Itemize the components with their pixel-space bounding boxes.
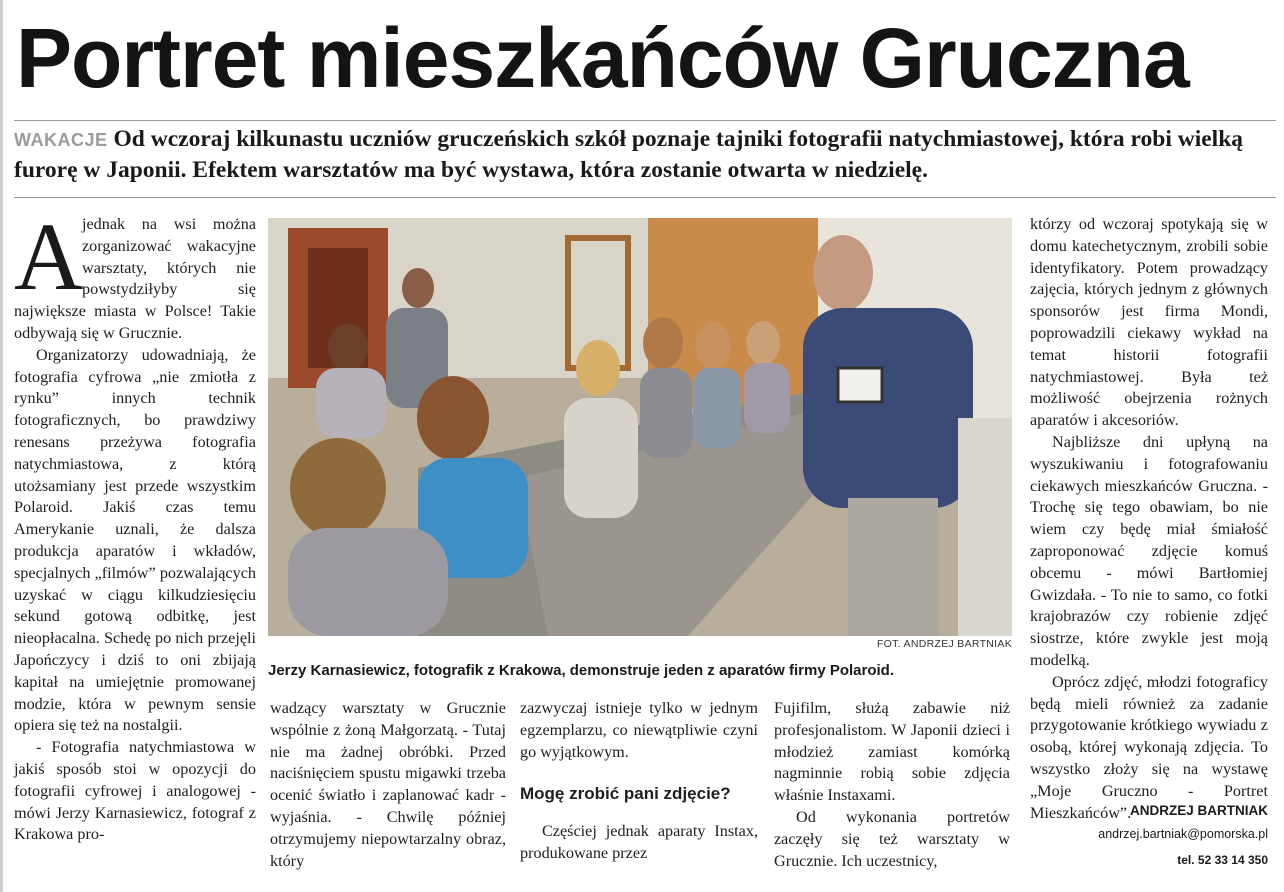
photo-credit: FOT. ANDRZEJ BARTNIAK bbox=[876, 638, 1012, 650]
body-paragraph: Organizatorzy udowadniają, że fotografia cyfrowa „nie zmiotła z rynku” innych technik fotograficznych, bo prawdziwy renesans przeżywa fotografia natychmiastowa, z którą utożsamiany jest przede wszystkim Polaroid. Jakiś czas temu Amerykanie uznali, że dalsza produkcja aparatów i wkładów, specjalnych „filmów” pozwalających uzyskać w ciągu kilkudziesięciu sekund gotową odbitkę, jest nieopłacalna. Schedę po nich przejęli Japończycy i dziś to oni zbijają kapitał na umiejętnie promowanej modzie, która w pewnym sensie opiera się też na nostalgii. bbox=[14, 345, 256, 735]
photo-caption: Jerzy Karnasiewicz, fotografik z Krakowa, demonstruje jeden z aparatów firmy Polaroid. bbox=[268, 662, 895, 679]
lead-paragraph bbox=[14, 124, 1276, 192]
column-3 bbox=[520, 698, 758, 886]
drop-cap: A bbox=[14, 203, 84, 310]
photo-illustration bbox=[268, 218, 1012, 636]
lead-text: Od wczoraj kilkunastu uczniów gruczeńskich szkół poznaje tajniki fotografii natychmiastowej, która robi wielką furorę w Japonii. Efektem warsztatów ma być wystawa, która zostanie otwarta w niedzielę. bbox=[14, 126, 1244, 183]
author-name: ANDRZEJ BARTNIAK bbox=[1130, 803, 1268, 818]
body-paragraph: zazwyczaj istnieje tylko w jednym egzemplarzu, co niewątpliwie czyni go wyjątkowym. bbox=[520, 699, 758, 761]
article-photo bbox=[268, 218, 1012, 636]
headline: Portret mieszkańców Gruczna bbox=[16, 11, 1189, 105]
body-paragraph: Oprócz zdjęć, młodzi fotograficy będą mieli również za zadanie przygotowanie krótkiego wywiadu z osobą, której wykonają zdjęcia. To wszystko złoży się na wystawę „Moje Gruczno - Portret Mieszkańców”. bbox=[1030, 672, 1268, 822]
page-edge bbox=[0, 0, 3, 892]
body-paragraph: którzy od wczoraj spotykają się w domu katechetycznym, zrobili sobie identyfikatory. Potem prowadzący zajęcia, których jednym z głównych sponsorów jest firma Mondi, poprowadzili ciekawy wykład na temat historii fotografii natychmiastowej. Była też możliwość obejrzenia rożnych aparatów i akcesoriów. bbox=[1030, 215, 1268, 430]
headline-rule bbox=[14, 120, 1276, 121]
kicker: WAKACJE bbox=[14, 130, 108, 150]
body-paragraph: - Fotografia natychmiastowa w jakiś sposób stoi w opozycji do fotografii cyfrowej i analogowej - mówi Jerzy Karnasiewicz, fotograf z Krakowa pro- bbox=[14, 738, 256, 844]
body-paragraph: jednak na wsi można zorganizować wakacyjne warsztaty, których nie powstydziłyby się największe miasta w Polsce! Takie odbywają się w Grucznie. bbox=[14, 215, 256, 342]
body-paragraph: wadzący warsztaty w Grucznie wspólnie z żoną Małgorzatą. - Tutaj nie ma żadnej obróbki. Przed naciśnięciem spustu migawki trzeba ocenić światło i zaplanować kadr - wyjaśnia. - Chwilę później otrzymujemy niepowtarzalny obraz, który bbox=[270, 699, 506, 870]
body-paragraph: Częściej jednak aparaty Instax, produkowane przez bbox=[520, 822, 758, 863]
column-2 bbox=[270, 698, 506, 886]
column-1 bbox=[14, 203, 256, 886]
lead-rule bbox=[14, 197, 1276, 198]
column-4 bbox=[774, 698, 1010, 886]
subheading: Mogę zrobić pani zdjęcie? bbox=[520, 784, 731, 804]
signature-block bbox=[1030, 802, 1268, 870]
body-paragraph: Najbliższe dni upłyną na wyszukiwaniu i fotografowaniu ciekawych mieszkańców Gruczna. - Trochę się tego obawiam, bo nie wiem czy będę miał śmiałość zaproponować zdjęcie komuś obcemu - mówi Bartłomiej Gwizdała. - To nie to samo, co fotki krajobrazów czy robienie zdjęć siostrze, które zwykle jest moją modelką. bbox=[1030, 432, 1268, 669]
body-paragraph: Od wykonania portretów zaczęły się też warsztaty w Grucznie. Ich uczestnicy, bbox=[774, 807, 1010, 870]
author-email: andrzej.bartniak@pomorska.pl bbox=[1098, 827, 1268, 841]
author-phone: tel. 52 33 14 350 bbox=[1177, 853, 1268, 867]
body-paragraph: Fujifilm, służą zabawie niż profesjonalistom. W Japonii dzieci i młodzież zamiast komórką nagminnie robią sobie zdjęcia właśnie Instaxami. bbox=[774, 699, 1010, 805]
